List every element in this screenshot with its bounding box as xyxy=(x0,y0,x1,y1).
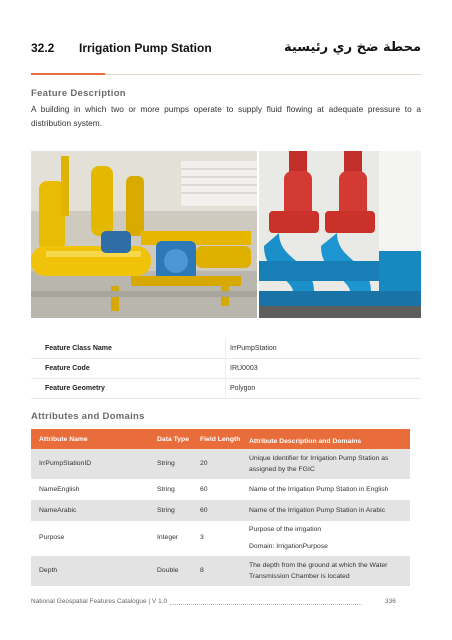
column-header-field-length: Field Length xyxy=(200,436,241,443)
attribute-domain: Domain: IrrigationPurpose xyxy=(249,543,328,550)
attributes-heading: Attributes and Domains xyxy=(31,411,145,422)
field-length: 3 xyxy=(200,534,204,541)
column-header-attribute-name: Attribute Name xyxy=(39,436,88,443)
info-divider xyxy=(225,378,226,398)
feature-description-text: A building in which two or more pumps operate to supply fluid flowing at adequate pressure to a distribution system. xyxy=(31,104,421,128)
section-divider xyxy=(105,74,421,75)
attributes-table-header xyxy=(31,429,410,449)
attributes-table xyxy=(31,429,410,589)
footer-catalogue-version: National Geospatial Features Catalogue | V 1.0 xyxy=(31,598,168,605)
table-row xyxy=(31,556,410,587)
attribute-description: Name of the Irrigation Pump Station in Arabic xyxy=(249,507,386,514)
info-divider xyxy=(225,338,226,358)
feature-class-name-value: IrrPumpStation xyxy=(230,345,277,352)
page-number: 336 xyxy=(385,598,396,605)
attribute-description: The depth from the ground at which the Water Transmission Chamber is located xyxy=(249,562,388,580)
data-type: Integer xyxy=(157,534,179,541)
data-type: String xyxy=(157,460,175,467)
attribute-name: NameArabic xyxy=(39,507,77,514)
field-length: 8 xyxy=(200,567,204,574)
table-row xyxy=(31,449,410,480)
feature-code-value: IRU0003 xyxy=(230,365,258,372)
feature-info-table xyxy=(31,338,421,400)
table-row xyxy=(31,479,410,501)
footer-dotted-leader xyxy=(170,596,362,605)
column-header-data-type: Data Type xyxy=(157,436,189,443)
field-length: 60 xyxy=(200,507,208,514)
attribute-description: Name of the Irrigation Pump Station in English xyxy=(249,486,389,493)
info-divider xyxy=(225,358,226,378)
attribute-description: Purpose of the irrigation xyxy=(249,526,322,533)
data-type: String xyxy=(157,486,175,493)
feature-info-row xyxy=(31,338,421,359)
feature-description-heading: Feature Description xyxy=(31,88,126,99)
data-type: String xyxy=(157,507,175,514)
field-length: 20 xyxy=(200,460,208,467)
table-row xyxy=(31,500,410,522)
data-type: Double xyxy=(157,567,179,574)
pump-station-photo-yellow xyxy=(31,151,257,318)
section-title: Irrigation Pump Station xyxy=(79,41,212,55)
field-length: 60 xyxy=(200,486,208,493)
column-header-description: Attribute Description and Domains xyxy=(249,438,362,445)
feature-class-name-label: Feature Class Name xyxy=(45,345,112,352)
feature-geometry-label: Feature Geometry xyxy=(45,385,105,392)
feature-geometry-value: Polygon xyxy=(230,385,256,392)
attribute-name: NameEnglish xyxy=(39,486,80,493)
table-row xyxy=(31,521,410,557)
section-title-arabic: محطة ضخ ري رئيسية xyxy=(284,40,421,55)
feature-info-row xyxy=(31,358,421,379)
attribute-name: IrrPumpStationID xyxy=(39,460,92,467)
feature-info-row xyxy=(31,378,421,399)
feature-code-label: Feature Code xyxy=(45,365,90,372)
section-accent-rule xyxy=(31,73,105,75)
attribute-name: Purpose xyxy=(39,534,65,541)
attribute-name: Depth xyxy=(39,567,58,574)
pump-station-photo-blue xyxy=(259,151,421,318)
attribute-description: Unique Identifier for Irrigation Pump Station as assigned by the FGIC xyxy=(249,455,389,473)
section-number: 32.2 xyxy=(31,41,55,55)
